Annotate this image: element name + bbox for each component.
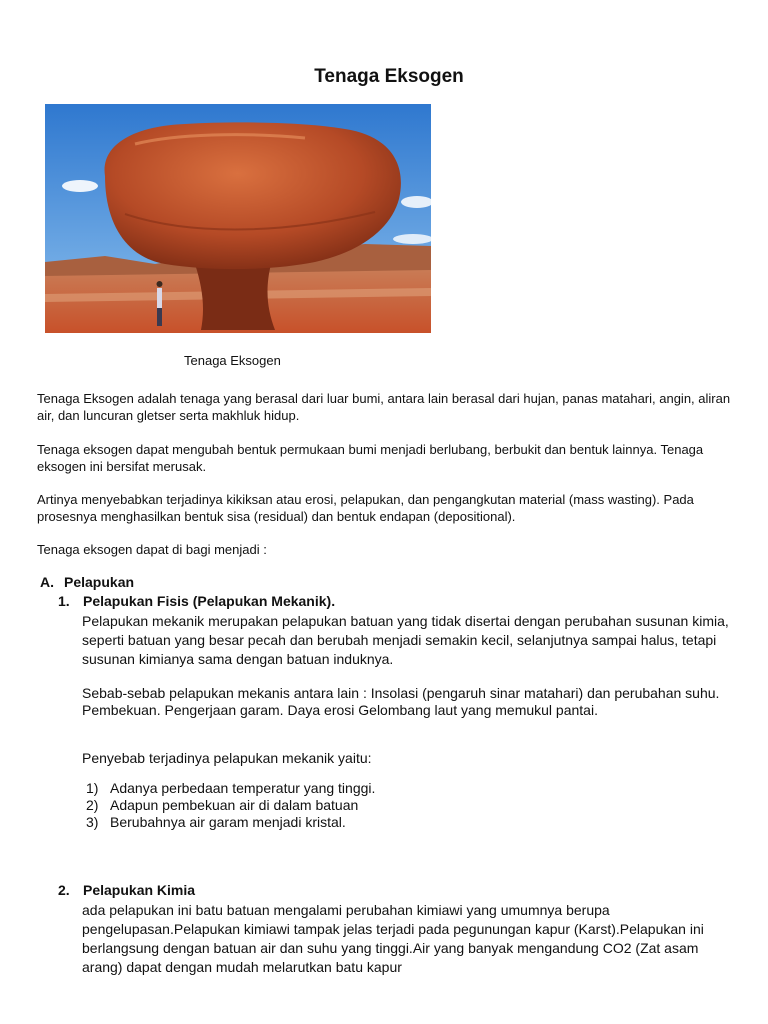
section-heading-text: Pelapukan	[64, 574, 135, 590]
subheading-pelapukan-fisis	[58, 593, 335, 609]
page-title: Tenaga Eksogen	[314, 66, 464, 87]
list-item	[86, 797, 375, 814]
list-item	[86, 780, 375, 797]
paragraph-division: Tenaga eksogen dapat di bagi menjadi :	[37, 542, 267, 557]
subheading-text: Pelapukan Fisis (Pelapukan Mekanik).	[83, 593, 336, 609]
paragraph-meaning: Artinya menyebabkan terjadinya kikiksan atau erosi, pelapukan, dan pengangkutan material (mass wasting). Pada prosesnya menghasilkan bentuk sisa (residual) dan bentuk endapan (depositional).	[37, 492, 694, 524]
subheading-text: Pelapukan Kimia	[83, 882, 196, 898]
list-marker: 1)	[86, 780, 99, 796]
subheading-marker: 1.	[58, 593, 70, 609]
list-item-text: Berubahnya air garam menjadi kristal.	[110, 814, 346, 830]
mushroom-rock-image	[45, 104, 431, 333]
section-marker: A.	[40, 574, 54, 590]
list-item-text: Adanya perbedaan temperatur yang tinggi.	[110, 780, 376, 796]
subheading-marker: 2.	[58, 882, 70, 898]
subheading-pelapukan-kimia	[58, 882, 195, 898]
paragraph-mekanik-causes: Sebab-sebab pelapukan mekanis antara lain : Insolasi (pengaruh sinar matahari) dan perubahan suhu. Pembekuan. Pengerjaan garam. Daya erosi Gelombang laut yang memukul pantai.	[82, 685, 720, 718]
paragraph-definition: Tenaga Eksogen adalah tenaga yang berasal dari luar bumi, antara lain berasal dari hujan, panas matahari, angin, aliran air, dan luncuran gletser serta makhluk hidup.	[37, 391, 731, 423]
paragraph-mekanik-list-intro: Penyebab terjadinya pelapukan mekanik yaitu:	[82, 750, 372, 766]
image-caption: Tenaga Eksogen	[184, 353, 281, 368]
list-item-text: Adapun pembekuan air di dalam batuan	[110, 797, 359, 813]
mushroom-rock-illustration	[45, 104, 431, 333]
paragraph-effect: Tenaga eksogen dapat mengubah bentuk permukaan bumi menjadi berlubang, berbukit dan bentuk lainnya. Tenaga eksogen ini bersifat merusak.	[37, 442, 704, 474]
mekanik-causes-list	[86, 780, 375, 831]
list-marker: 3)	[86, 814, 99, 830]
paragraph-mekanik-definition: Pelapukan mekanik merupakan pelapukan batuan yang tidak disertai dengan perubahan susunan kimia, seperti batuan yang besar pecah dan berubah menjadi semakin kecil, selanjutnya sampai halus, tetapi susunan kimianya sama dengan batuan induknya.	[82, 613, 729, 667]
list-marker: 2)	[86, 797, 99, 813]
section-heading-pelapukan	[40, 574, 134, 590]
list-item	[86, 814, 375, 831]
paragraph-kimia-definition: ada pelapukan ini batu batuan mengalami perubahan kimiawi yang umumnya berupa pengelupasan.Pelapukan kimiawi tampak jelas terjadi pada pegunungan kapur (Karst).Pelapukan ini berlangsung dengan batuan air dan suhu yang tinggi.Air yang banyak mengandung CO2 (Zat asam arang) dapat dengan mudah melarutkan batu kapur	[82, 902, 704, 975]
